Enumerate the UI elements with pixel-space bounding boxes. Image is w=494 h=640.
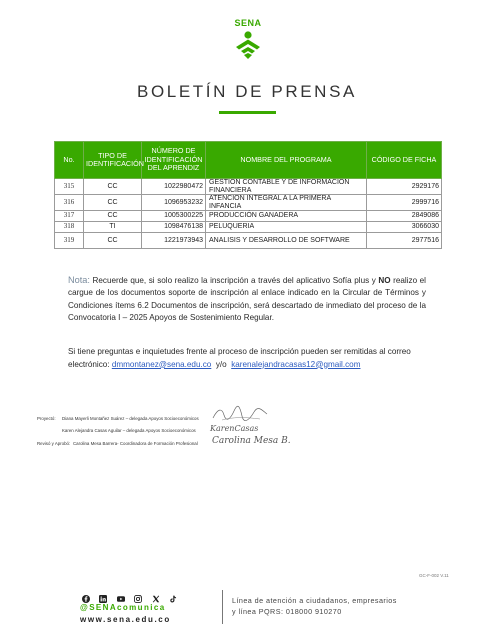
email-link-1[interactable]: dmmontanez@sena.edu.co <box>111 359 212 369</box>
col-header-numero: NÚMERO DE IDENTIFICACIÓN DEL APRENDIZ <box>142 142 206 179</box>
cell-no: 319 <box>55 233 84 249</box>
cell-numero: 1098476138 <box>142 222 206 233</box>
sena-logo <box>223 18 273 62</box>
cell-tipo: CC <box>84 233 142 249</box>
cell-ficha: 2977516 <box>367 233 442 249</box>
cell-programa: PRODUCCIÓN GANADERA <box>206 211 367 222</box>
proyecto-name-1: Diana Mayerli Montañez Suárez – delegada Apoyos Socioeconómicos <box>62 416 199 421</box>
note-label: Nota: <box>68 275 90 285</box>
cell-tipo: TI <box>84 222 142 233</box>
contact-paragraph <box>68 346 426 371</box>
tiktok-icon[interactable] <box>169 595 177 603</box>
reviso-label: Revisó y Aprobó: <box>37 441 71 446</box>
col-header-ficha: CÓDIGO DE FICHA <box>367 142 442 179</box>
cell-numero: 1221973943 <box>142 233 206 249</box>
contact-text: Si tiene preguntas e inquietudes frente al proceso de inscripción pueden ser remitidas al correo electrónico: <box>68 347 411 369</box>
cell-tipo: CC <box>84 179 142 195</box>
cell-programa: ANALISIS Y DESARROLLO DE SOFTWARE <box>206 233 367 249</box>
cell-ficha: 3066030 <box>367 222 442 233</box>
col-header-tipo: TIPO DE IDENTIFICACIÓN <box>84 142 142 179</box>
signature-3: Carolina Mesa B. <box>212 436 291 446</box>
cell-tipo: CC <box>84 195 142 211</box>
footer-divider <box>222 590 223 624</box>
cell-tipo: CC <box>84 211 142 222</box>
table-row <box>55 195 442 211</box>
cell-no: 317 <box>55 211 84 222</box>
cell-ficha: 2849086 <box>367 211 442 222</box>
footer-line-1: Línea de atención a ciudadanos, empresarios <box>232 596 397 605</box>
page-title: BOLETÍN DE PRENSA <box>137 82 357 101</box>
table-row <box>55 222 442 233</box>
cell-no: 316 <box>55 195 84 211</box>
social-handle: @SENAcomunica <box>80 603 166 612</box>
cell-numero: 1096953232 <box>142 195 206 211</box>
footer-line-2: y línea PQRS: 018000 910270 <box>232 607 342 616</box>
linkedin-icon[interactable] <box>99 595 107 603</box>
cell-ficha: 2929176 <box>367 179 442 195</box>
cell-programa: PELUQUERIA <box>206 222 367 233</box>
x-icon[interactable] <box>152 595 160 603</box>
proyecto-label: Proyectó: <box>37 416 56 421</box>
note-paragraph <box>68 274 426 324</box>
table-header-row <box>55 142 442 179</box>
signature-2: KarenCasas <box>210 424 259 433</box>
table-row <box>55 233 442 249</box>
note-text-1: Recuerde que, si solo realizo la inscripción a través del aplicativo Sofía plus y <box>89 276 379 285</box>
table-row <box>55 211 442 222</box>
reviso-name: Carolina Mesa Barrera- Coordinadora de Formación Profesional <box>73 441 198 446</box>
youtube-icon[interactable] <box>117 595 125 603</box>
proyecto-name-2: Karen Alejandra Casas Aguilar – delegada Apoyos Socioeconómicos <box>62 428 196 433</box>
cell-ficha: 2999716 <box>367 195 442 211</box>
cell-programa: GESTION CONTABLE Y DE INFORMACION FINANCIERA <box>206 179 367 195</box>
cell-numero: 1022980472 <box>142 179 206 195</box>
col-header-programa: NOMBRE DEL PROGRAMA <box>206 142 367 179</box>
col-header-no: No. <box>55 142 84 179</box>
title-underline <box>219 111 276 114</box>
instagram-icon[interactable] <box>134 595 142 603</box>
website-link[interactable]: www.sena.edu.co <box>80 615 171 624</box>
cell-programa: ATENCION INTEGRAL A LA PRIMERA INFANCIA <box>206 195 367 211</box>
signature-1-icon <box>210 405 270 423</box>
cell-no: 315 <box>55 179 84 195</box>
social-icons <box>82 590 182 601</box>
facebook-icon[interactable] <box>82 595 90 603</box>
cell-numero: 1005300225 <box>142 211 206 222</box>
logo-wordmark: SENA <box>234 18 262 28</box>
document-code: GC-F-002 V.11 <box>419 573 449 578</box>
results-table <box>54 141 442 249</box>
table-row <box>55 179 442 195</box>
note-text-2: realizo el cargue de los documentos soporte de inscripción al enlace indicado en la Circular de Términos y Condiciones ítems 6.2 Documentos de inscripción, será descartado de inmediato del proceso de la Convocatoria I – 2025 Apoyos de Sostenimiento Regular. <box>68 276 426 322</box>
email-link-2[interactable]: karenalejandracasas12@gmail.com <box>231 359 361 369</box>
cell-no: 318 <box>55 222 84 233</box>
note-emphasis: NO <box>378 276 391 285</box>
email-separator: y/o <box>211 359 232 369</box>
